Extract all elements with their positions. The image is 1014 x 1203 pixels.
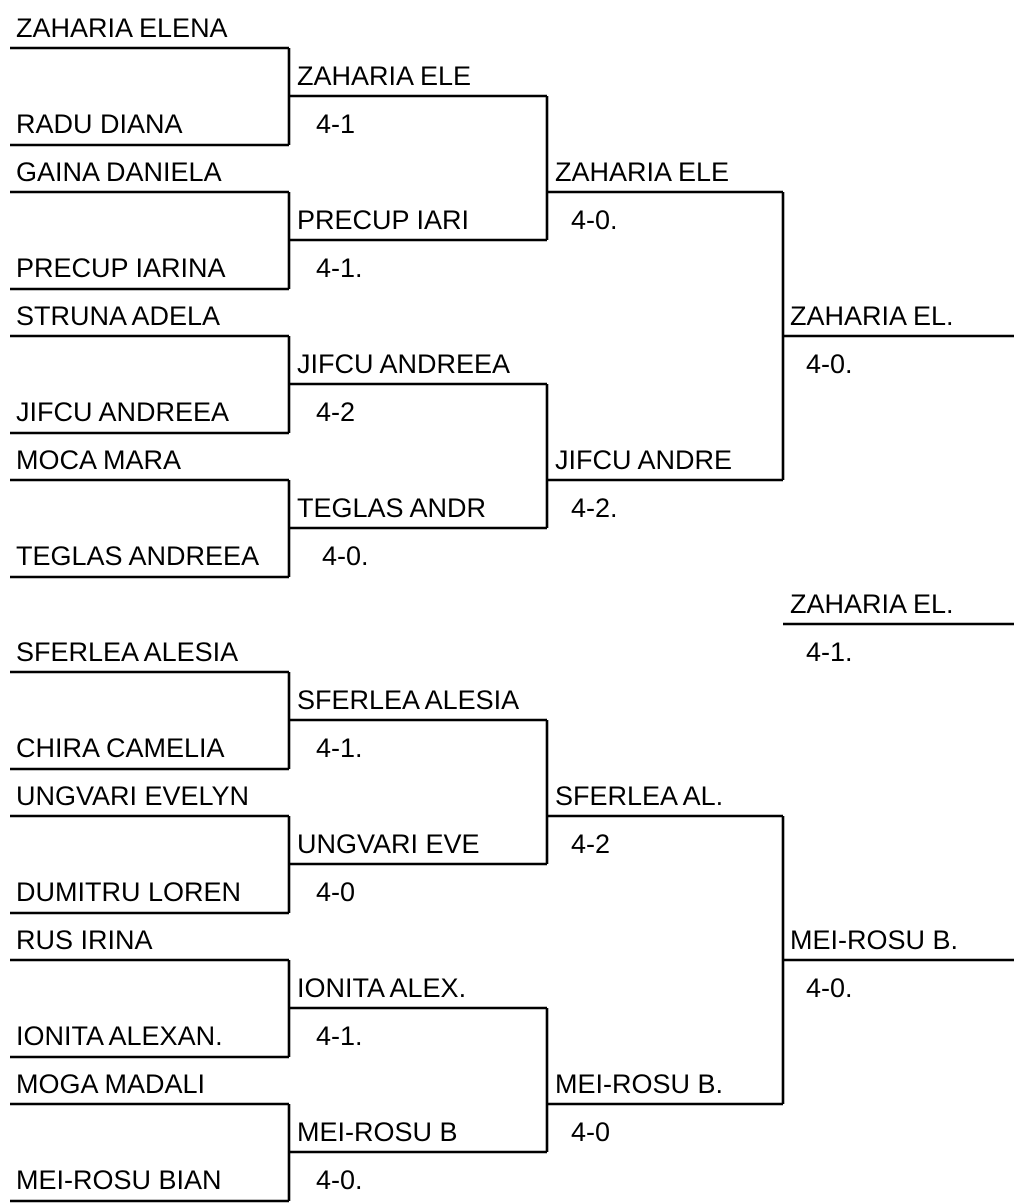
bottom-r2-score-4: 4-0. [316,1165,363,1195]
bottom-r2-score-1: 4-1. [316,733,363,763]
top-r2-winner-2: PRECUP IARI [297,205,470,235]
top-r2-score-2: 4-1. [316,253,363,283]
bottom-r1-player-6: IONITA ALEXAN. [16,1021,223,1051]
top-r2-score-3: 4-2 [316,397,356,427]
top-r2-winner-4: TEGLAS ANDR [297,493,487,523]
bottom-r2-winner-3: IONITA ALEX. [297,973,467,1003]
top-r1-player-1: ZAHARIA ELENA [16,13,228,43]
top-final-winner: ZAHARIA EL. [790,301,954,331]
bottom-r3-winner-2: MEI-ROSU B. [555,1069,724,1099]
top-r2-score-4: 4-0. [322,541,369,571]
top-r1-player-5: STRUNA ADELA [16,301,221,331]
bottom-final-winner: MEI-ROSU B. [790,925,959,955]
bottom-r1-player-4: DUMITRU LOREN [16,877,242,907]
bottom-r2-winner-4: MEI-ROSU B [297,1117,458,1147]
bottom-r1-player-2: CHIRA CAMELIA [16,733,225,763]
top-r2-score-1: 4-1 [316,109,356,139]
top-r1-player-8: TEGLAS ANDREEA [16,541,260,571]
top-final-score: 4-0. [806,349,853,379]
bottom-r3-score-2: 4-0 [571,1117,611,1147]
bottom-r2-score-3: 4-1. [316,1021,363,1051]
top-r2-winner-1: ZAHARIA ELE [297,61,472,91]
champion-score: 4-1. [806,637,853,667]
top-r1-player-4: PRECUP IARINA [16,253,226,283]
bottom-final-score: 4-0. [806,973,853,1003]
top-r1-player-6: JIFCU ANDREEA [16,397,230,427]
bottom-r2-winner-1: SFERLEA ALESIA [297,685,520,715]
top-r1-player-3: GAINA DANIELA [16,157,222,187]
top-r3-score-1: 4-0. [571,205,618,235]
bottom-r1-player-1: SFERLEA ALESIA [16,637,239,667]
champion-name: ZAHARIA EL. [790,589,954,619]
top-r3-winner-2: JIFCU ANDRE [555,445,733,475]
bottom-r1-player-8: MEI-ROSU BIAN [16,1165,222,1195]
top-r3-winner-1: ZAHARIA ELE [555,157,730,187]
bottom-r1-player-5: RUS IRINA [16,925,153,955]
bottom-r3-winner-1: SFERLEA AL. [555,781,724,811]
bottom-r1-player-3: UNGVARI EVELYN [16,781,250,811]
top-r1-player-7: MOCA MARA [16,445,182,475]
bottom-r1-player-7: MOGA MADALI [16,1069,206,1099]
bottom-r3-score-1: 4-2 [571,829,611,859]
top-r3-score-2: 4-2. [571,493,618,523]
top-r1-player-2: RADU DIANA [16,109,183,139]
bottom-r2-score-2: 4-0 [316,877,356,907]
top-r2-winner-3: JIFCU ANDREEA [297,349,511,379]
bottom-r2-winner-2: UNGVARI EVE [297,829,480,859]
